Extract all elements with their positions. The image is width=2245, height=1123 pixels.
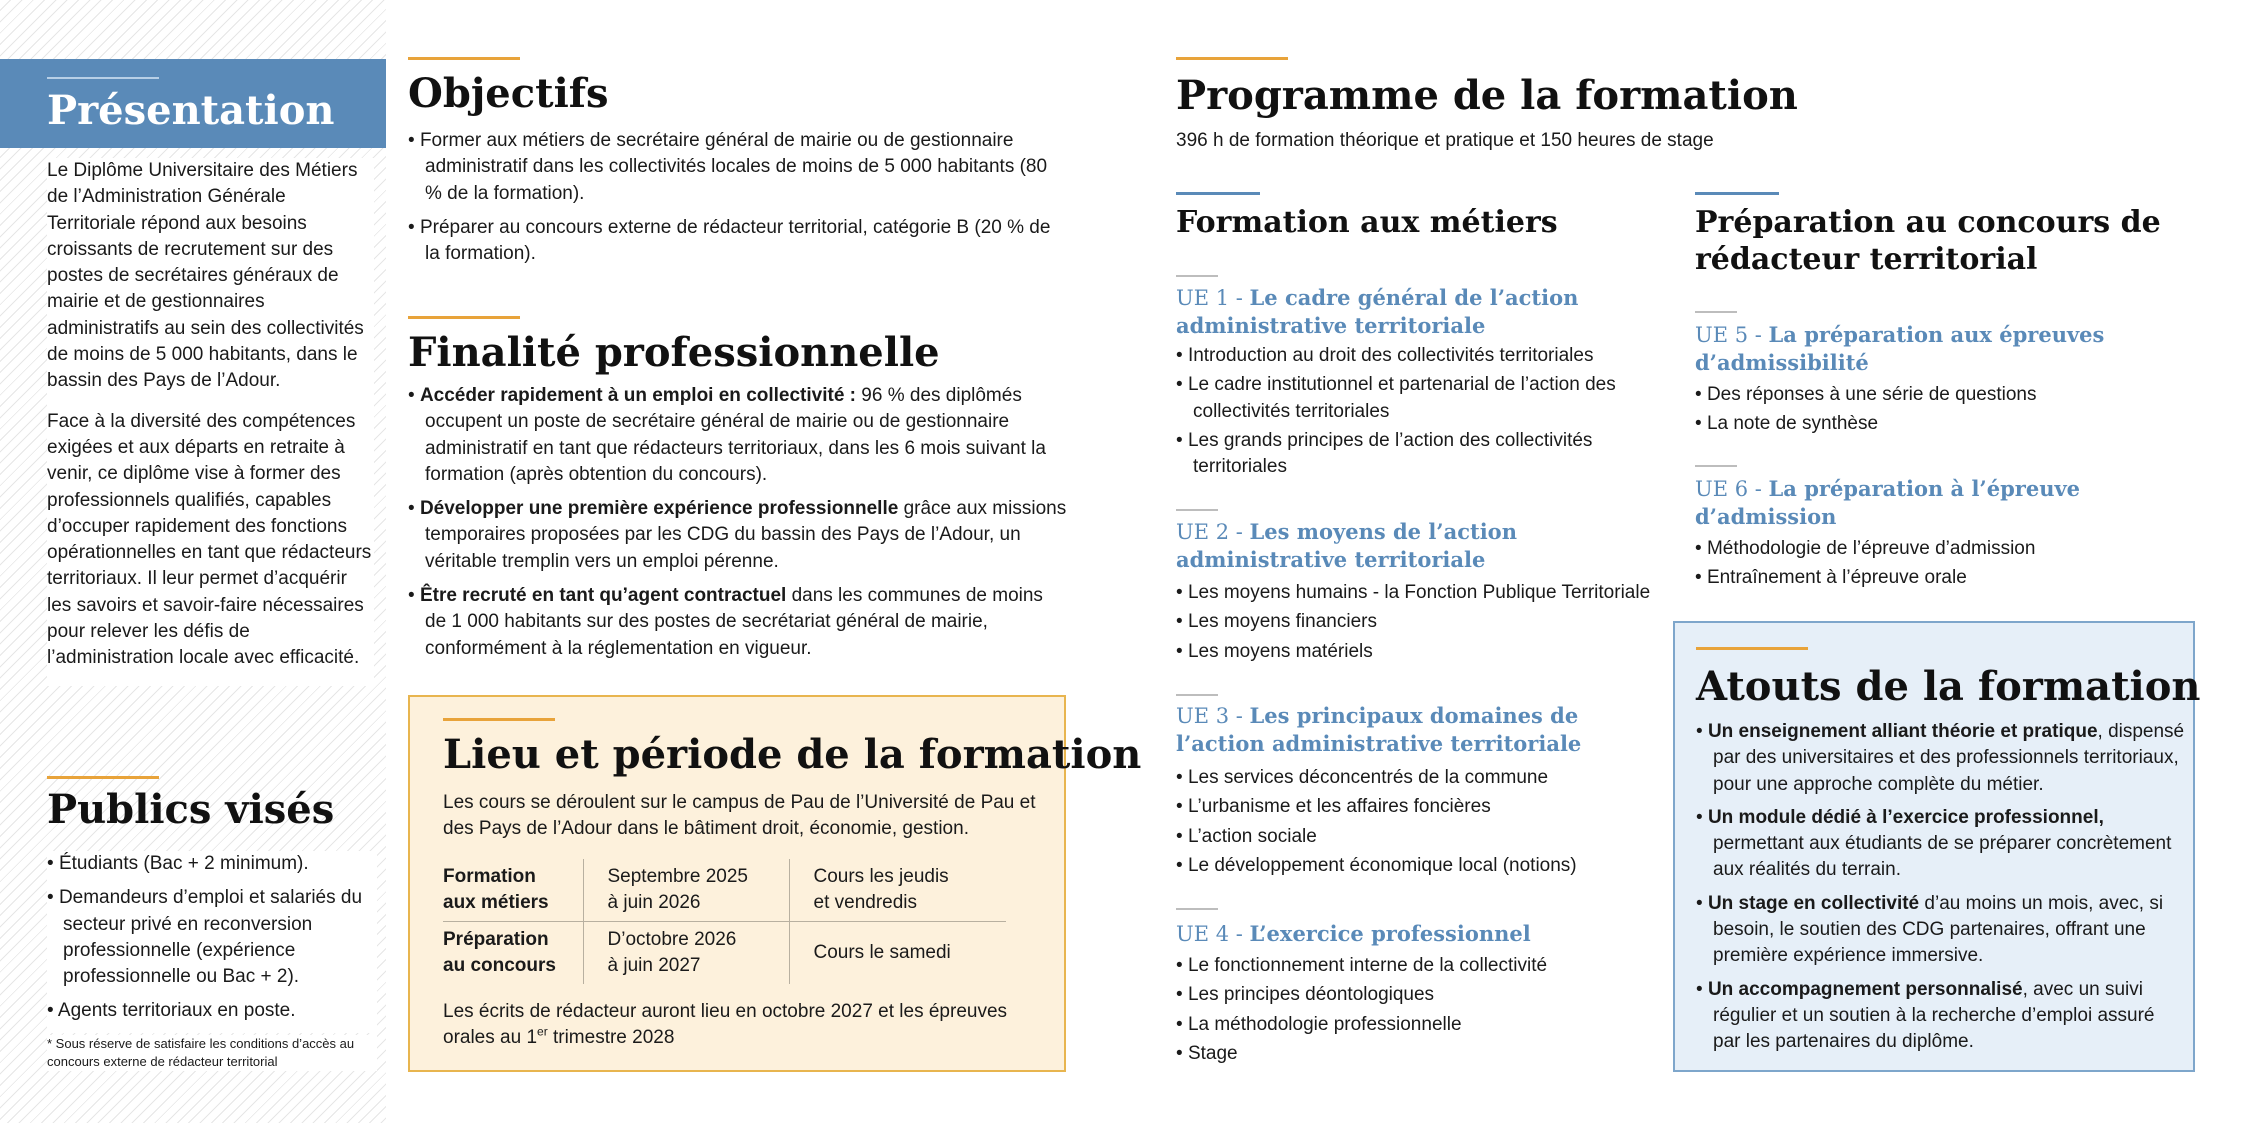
list-item: • La méthodologie professionnelle [1176,1012,1666,1038]
list-item: • Agents territoriaux en poste. [47,998,377,1024]
metiers-rule [1176,192,1260,195]
atouts-item-text: d’au moins un mois, avec, si besoin, le soutien des CDG partenaires, offrant une première expérience immersive. [1713,892,2164,967]
list-item: • Former aux métiers de secrétaire général de mairie ou de gestionnaire administratif dans les collectivités locales de moins de 5 000 habitants (80 % de la formation). [408,128,1068,207]
list-item [1696,891,2186,970]
finalite-item-text: 96 % des diplômés occupent un poste de secrétaire général de mairie ou de gestionnaire administratif en tant que rédacteurs territoriaux, dans les 6 mois suivant la formation (après obtention du concours). [425,385,1046,485]
atouts-item-bold: Un accompagnement personnalisé [1707,978,2023,1000]
ue2-rule [1176,509,1218,511]
ue5-rule [1695,311,1737,313]
list-item: • Entraînement à l’épreuve orale [1695,565,2155,591]
list-item [1696,719,2186,798]
presentation-rule [47,77,159,79]
ue2-list [1176,580,1676,668]
list-item: • Les moyens matériels [1176,639,1676,665]
list-item: • Méthodologie de l’épreuve d’admission [1695,536,2155,562]
list-item: • Demandeurs d’emploi et salariés du secteur privé en reconversion professionnelle (expérience professionnelle ou Bac + 2). [47,885,377,990]
finalite-item-bold: Être recruté en tant qu’agent contractuel [419,585,787,607]
table-cell-days: Cours les jeudis et vendredis [789,859,1006,922]
presentation-header [0,59,386,148]
list-item: • L’action sociale [1176,824,1666,850]
concours-rule [1695,192,1779,195]
finalite-item-text: dans les communes de moins de 1 000 habitants sur des postes de secrétariat général de mairie, conformément à la réglementation en vigueur. [425,585,1043,659]
list-item: • Le fonctionnement interne de la collectivité [1176,953,1666,979]
finalite-item-bold: Accéder rapidement à un emploi en collectivité : [419,385,857,406]
list-item: • Les moyens financiers [1176,609,1676,635]
atouts-item-text: , dispensé par des universitaires et des professionnels territoriaux, pour une approche complète du métier. [1713,721,2185,795]
publics-list [47,851,377,1033]
lieu-rule [443,718,555,721]
lieu-schedule-table [443,859,1006,984]
publics-title: Publics visés [47,786,335,833]
ue6-list [1695,536,2155,595]
list-item [1696,805,2186,884]
ue1-title: UE 1 - Le cadre général de l’action administrative territoriale [1176,285,1579,338]
ue4-rule [1176,908,1218,910]
ue5-list [1695,382,2155,441]
presentation-paragraph-2: Face à la diversité des compétences exigées et aux départs en retraite à venir, ce diplôme vise à former des professionnels qualifiés, capables d’occuper rapidement des fonctions opérationnelles en tant que rédacteurs territoriaux. Il leur permet d’acquérir les savoirs et savoir-faire nécessaires pour relever les défis de l’administration locale avec efficacité. [47,410,372,669]
lieu-box [408,695,1142,1072]
table-cell-label: Préparation au concours [443,929,556,976]
table-cell-days: Cours le samedi [789,922,1006,985]
atouts-title: Atouts de la formation [1696,663,2201,710]
list-item: • La note de synthèse [1695,411,2155,437]
atouts-item-text: permettant aux étudiants de se préparer concrètement aux réalités du terrain. [1713,833,2172,881]
programme-title: Programme de la formation [1176,72,1798,119]
list-item [408,383,1068,488]
list-item: • Préparer au concours externe de rédacteur territorial, catégorie B (20 % de la formation). [408,215,1068,268]
atouts-item-bold: Un stage en collectivité [1707,892,1920,914]
ue3-title: UE 3 - Les principaux domaines de l’action administrative territoriale [1176,703,1582,756]
metiers-title: Formation aux métiers [1176,205,1558,240]
list-item: • Étudiants (Bac + 2 minimum). [47,851,377,877]
presentation-paragraph-1: Le Diplôme Universitaire des Métiers de l’Administration Générale Territoriale répond aux besoins croissants de recrutement sur des postes de secrétaires généraux de mairie et de gestionnaires administratifs au sein des collectivités de moins de 5 000 habitants, dans le bassin des Pays de l’Adour. [47,160,364,392]
list-item: • Le développement économique local (notions) [1176,853,1666,879]
ue6-title: UE 6 - La préparation à l’épreuve d’admission [1695,476,2081,529]
list-item: • Les principes déontologiques [1176,982,1666,1008]
atouts-rule [1696,647,1808,650]
publics-footnote: * Sous réserve de satisfaire les conditions d’accès au concours externe de rédacteur territorial [47,1035,377,1071]
ue1-rule [1176,275,1218,277]
lieu-footnote: Les écrits de rédacteur auront lieu en octobre 2027 et les épreuves orales au 1er trimestre 2028 [443,1001,1008,1049]
ue3-list [1176,765,1666,882]
list-item: • L’urbanisme et les affaires foncières [1176,794,1666,820]
list-item: • Le cadre institutionnel et partenarial de l’action des collectivités territoriales [1176,372,1666,425]
list-item: • Introduction au droit des collectivités territoriales [1176,343,1666,369]
programme-subtitle: 396 h de formation théorique et pratique et 150 heures de stage [1176,130,1714,151]
table-cell-period: D’octobre 2026 à juin 2027 [583,922,789,985]
ue6-rule [1695,465,1737,467]
ue4-list [1176,953,1666,1070]
list-item [408,496,1068,575]
list-item [1696,977,2186,1056]
objectifs-list [408,128,1068,275]
objectifs-rule [408,57,520,60]
presentation-title: Présentation [47,87,335,134]
ue2-title: UE 2 - Les moyens de l’action administrative territoriale [1176,519,1517,572]
concours-title: Préparation au concours de rédacteur territorial [1695,205,2161,277]
objectifs-title: Objectifs [408,70,609,117]
ue4-title: UE 4 - L’exercice professionnel [1176,921,1531,946]
finalite-item-text: grâce aux missions temporaires proposées par les CDG du bassin des Pays de l’Adour, un véritable tremplin vers un emploi pérenne. [425,498,1067,572]
list-item: • Les grands principes de l’action des collectivités territoriales [1176,428,1666,481]
atouts-box [1673,621,2201,1072]
publics-rule [47,776,159,779]
table-cell-label: Formation aux métiers [443,859,583,922]
atouts-item-bold: Un enseignement alliant théorie et pratique [1707,721,2098,742]
table-cell-period: Septembre 2025 à juin 2026 [583,859,789,922]
programme-rule [1176,57,1288,60]
atouts-list [1696,719,2186,1063]
atouts-item-bold: Un module dédié à l’exercice professionnel, [1707,806,2104,828]
finalite-list [408,383,1068,670]
presentation-body [47,158,374,686]
finalite-title: Finalité professionnelle [408,329,940,376]
list-item [408,583,1068,662]
list-item: • Les moyens humains - la Fonction Publique Territoriale [1176,580,1676,606]
lieu-intro: Les cours se déroulent sur le campus de Pau de l’Université de Pau et des Pays de l’Adour dans le bâtiment droit, économie, gestion. [443,792,1036,840]
list-item: • Les services déconcentrés de la commune [1176,765,1666,791]
atouts-item-text: , avec un suivi régulier et un soutien à la recherche d’emploi assuré par les partenaires du diplôme. [1713,978,2155,1053]
finalite-rule [408,316,520,319]
ue1-list [1176,343,1666,483]
lieu-title: Lieu et période de la formation [443,731,1142,778]
table-row [443,922,1006,985]
ue5-title: UE 5 - La préparation aux épreuves d’admissibilité [1695,322,2105,375]
finalite-item-bold: Développer une première expérience professionnelle [419,498,899,520]
table-row [443,859,1006,922]
ue3-rule [1176,694,1218,696]
list-item: • Stage [1176,1041,1666,1067]
list-item: • Des réponses à une série de questions [1695,382,2155,408]
